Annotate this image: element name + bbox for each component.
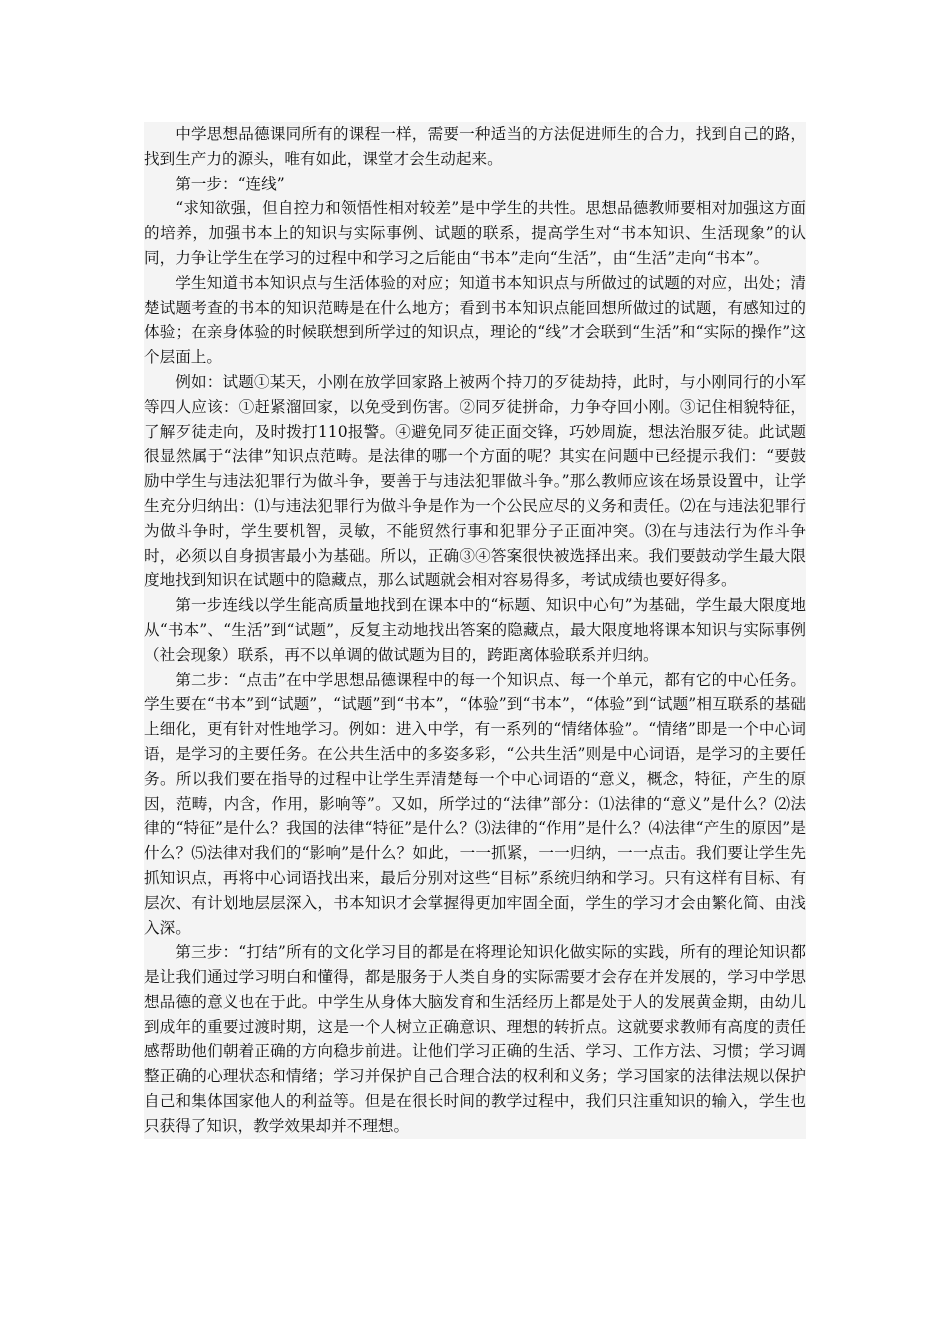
paragraph-step1-correspondence: 学生知道书本知识点与生活体验的对应；知道书本知识点与所做过的试题的对应，出处；清楚试题考查的书本的知识范畴是在什么地方；看到书本知识点能回想所做过的试题，有感知过的体验；在亲身体验的时候联想到所学过的知识点，理论的“线”才会联到“生活”和“实际的操作”这个层面上。 [144,273,806,367]
paragraph-step1-summary: 第一步连线以学生能高质量地找到在课本中的“标题、知识中心句”为基础，学生最大限度地从“书本”、“生活”到“试题”，反复主动地找出答案的隐藏点，最大限度地将课本知识与实际事例（社会现象）联系，再不以单调的做试题为目的，跨距离体验联系并归纳。 [144,596,806,664]
paragraph-step3: 第三步：“打结”所有的文化学习目的都是在将理论知识化做实际的实践，所有的理论知识都是让我们通过学习明白和懂得，都是服务于人类自身的实际需要才会存在并发展的，学习中学思想品德的意义也在于此。中学生从身体大脑发育和生活经历上都是处于人的发展黄金期，由幼儿到成年的重要过渡时期，这是一个人树立正确意识、理想的转折点。这就要求教师有高度的责任感帮助他们朝着正确的方向稳步前进。让他们学习正确的生活、学习、工作方法、习惯；学习调整正确的心理状态和情绪；学习并保护自己合理合法的权利和义务；学习国家的法律法规以保护自己和集体国家他人的利益等。但是在很长时间的教学过程中，我们只注重知识的输入，学生也只获得了知识，教学效果却并不理想。 [144,943,806,1135]
article-body [144,122,806,1139]
paragraph-step1-body: “求知欲强，但自控力和领悟性相对较差”是中学生的共性。思想品德教师要相对加强这方面的培养，加强书本上的知识与实际事例、试题的联系，提高学生对“书本知识、生活现象”的认同，力争让学生在学习的过程中和学习之后能由“书本”走向“生活”，由“生活”走向“书本”。 [144,199,806,267]
paragraph-intro: 中学思想品德课同所有的课程一样，需要一种适当的方法促进师生的合力，找到自己的路，找到生产力的源头，唯有如此，课堂才会生动起来。 [144,125,806,168]
paragraph-step2: 第二步：“点击”在中学思想品德课程中的每一个知识点、每一个单元，都有它的中心任务。学生要在“书本”到“试题”，“试题”到“书本”，“体验”到“书本”，“体验”到“试题”相互联系的基础上细化，更有针对性地学习。例如：进入中学，有一系列的“情绪体验”。“情绪”即是一个中心词语，是学习的主要任务。在公共生活中的多姿多彩，“公共生活”则是中心词语，是学习的主要任务。所以我们要在指导的过程中让学生弄清楚每一个中心词语的“意义，概念，特征，产生的原因，范畴，内含，作用，影响等”。又如，所学过的“法律”部分：⑴法律的“意义”是什么？⑵法律的“特征”是什么？我国的法律“特征”是什么？⑶法律的“作用”是什么？⑷法律“产生的原因”是什么？⑸法律对我们的“影响”是什么？如此，一一抓紧，一一归纳，一一点击。我们要让学生先抓知识点，再将中心词语找出来，最后分别对这些“目标”系统归纳和学习。只有这样有目标、有层次、有计划地层层深入，书本知识才会掌握得更加牢固全面，学生的学习才会由繁化简、由浅入深。 [144,670,806,937]
paragraph-step1-example: 例如：试题①某天，小刚在放学回家路上被两个持刀的歹徒劫持，此时，与小刚同行的小军等四人应该：①赶紧溜回家，以免受到伤害。②同歹徒拼命，力争夺回小刚。③记住相貌特征，了解歹徒走向，及时拨打110报警。④避免同歹徒正面交锋，巧妙周旋，想法治服歹徒。此试题很显然属于“法律”知识点范畴。是法律的哪一个方面的呢？其实在问题中已经提示我们：“要鼓励中学生与违法犯罪行为做斗争，要善于与违法犯罪做斗争。”那么教师应该在场景设置中，让学生充分归纳出：⑴与违法犯罪行为做斗争是作为一个公民应尽的义务和责任。⑵在与违法犯罪行为做斗争时，学生要机智，灵敏，不能贸然行事和犯罪分子正面冲突。⑶在与违法行为作斗争时，必须以自身损害最小为基础。所以，正确③④答案很快被选择出来。我们要鼓动学生最大限度地找到知识在试题中的隐藏点，那么试题就会相对容易得多，考试成绩也要好得多。 [144,372,806,590]
paragraph-step1-heading: 第一步：“连线” [175,174,285,193]
